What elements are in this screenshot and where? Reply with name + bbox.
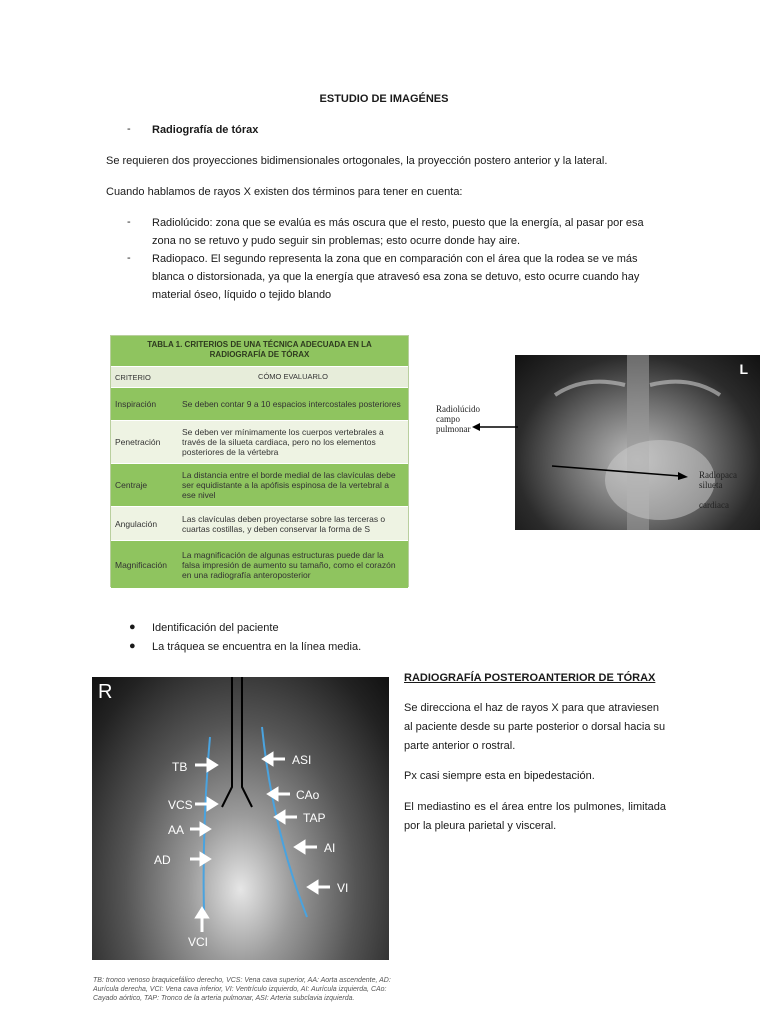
paragraph-1: Se requieren dos proyecciones bidimensionales ortogonales, la proyección postero anterior y la lateral. — [106, 155, 608, 167]
term-radiopaco: Radiopaco. El segundo representa la zona que en comparación con el área que la rodea se ve más blanca o distorsionada, ya que la energía que atravesó esa zona se detuvo, esto ocurre cuando hay material óseo, líquido o tejido blando — [152, 253, 640, 301]
label-aa: AA — [168, 823, 185, 837]
pa-paragraph-1: Se direcciona el haz de rayos X para que atraviesen al paciente desde su parte posterior o dorsal hacia su parte anterior o rostral. — [404, 702, 666, 752]
side-marker: L — [739, 361, 748, 377]
arrow-right-icon — [550, 460, 690, 484]
pa-paragraph-2: Px casi siempre esta en bipedestación. — [404, 770, 595, 782]
label-cao: CAo — [296, 788, 320, 802]
table-title: TABLA 1. CRITERIOS DE UNA TÉCNICA ADECUADA EN LA RADIOGRAFÍA DE TÓRAX — [111, 336, 408, 366]
dash-marker: - — [127, 216, 131, 228]
registered-logo: R — [98, 681, 113, 703]
label-vcs: VCS — [168, 798, 193, 812]
bullet-item: Identificación del paciente — [152, 622, 279, 634]
dash-marker: - — [127, 123, 131, 135]
section-heading: Radiografía de tórax — [152, 124, 259, 136]
criteria-table — [110, 335, 409, 587]
label-radiolucido: Radiolúcido campo pulmonar — [436, 404, 480, 434]
pa-paragraph-3: El mediastino es el área entre los pulmones, limitada por la pleura parietal y visceral. — [404, 801, 666, 832]
xray-caption: TB: tronco venoso braquicefálico derecho, VCS: Vena cava superior, AA: Aorta ascendente, AD: Aurícula derecha, VCI: Vena cava inferior, VI: Ventrículo izquierdo, AI: Aurícula izquierda, CAo: Cayado aórtico, TAP: Tronco de la arteria pulmonar, ASI: Arteria subclavia izquierda. — [93, 977, 391, 1002]
label-vci: VCI — [188, 935, 209, 949]
paragraph-2: Cuando hablamos de rayos X existen dos términos para tener en cuenta: — [106, 186, 463, 198]
term-radiolucido: Radiolúcido: zona que se evalúa es más oscura que el resto, puesto que la energía, al pasar por esa zona no se retuvo y pudo seguir sin problemas; esto ocurre donde hay aire. — [152, 217, 644, 247]
label-tap: TAP — [303, 811, 326, 825]
bullet-icon: ● — [129, 640, 136, 652]
label-ai: AI — [324, 841, 336, 855]
document-title: ESTUDIO DE IMAGÉNES — [319, 93, 449, 105]
label-radiopaca: Radiopaca silueta cardiaca — [699, 470, 737, 510]
table-row: Centraje La distancia entre el borde medial de las clavículas debe ser equidistante a la apófisis espinosa de la vertebral a ese nivel — [111, 463, 408, 506]
pa-heading: RADIOGRAFÍA POSTEROANTERIOR DE TÓRAX — [404, 672, 656, 684]
bullet-item: La tráquea se encuentra en la línea media. — [152, 641, 362, 653]
bullet-icon: ● — [129, 621, 136, 633]
table-header-row — [111, 366, 408, 387]
label-asi: ASI — [292, 753, 312, 767]
table-row: Inspiración Se deben contar 9 a 10 espacios intercostales posteriores — [111, 387, 408, 420]
col-como: CÓMO EVALUARLO — [178, 367, 408, 387]
label-vi: VI — [337, 881, 349, 895]
label-tb: TB — [172, 760, 188, 774]
table-row: Penetración Se deben ver mínimamente los cuerpos vertebrales a través de la silueta cardiaca, pero no los elementos posteriores de la vértebra — [111, 420, 408, 463]
annotated-chest-xray — [92, 677, 389, 960]
label-ad: AD — [154, 853, 171, 867]
table-row: Angulación Las clavículas deben proyectarse sobre las terceras o cuartas costillas, y deben conservar la forma de S — [111, 506, 408, 540]
table-row: Magnificación La magnificación de algunas estructuras puede dar la falsa impresión de aumento su tamaño, como el corazón en una radiografía anteroposterior — [111, 540, 408, 588]
dash-marker: - — [127, 252, 131, 264]
arrow-left-icon — [470, 420, 520, 434]
col-criterio: CRITERIO — [111, 367, 178, 387]
